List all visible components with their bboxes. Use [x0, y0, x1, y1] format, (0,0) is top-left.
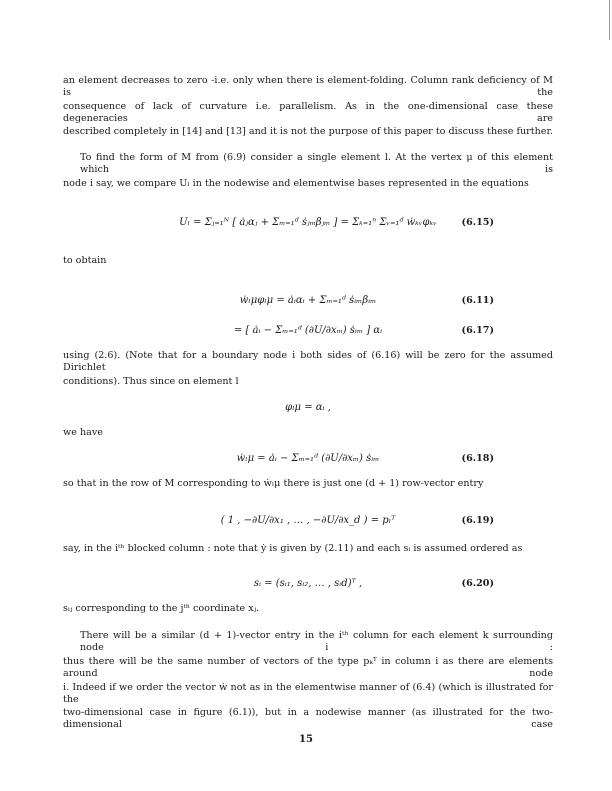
scan-edge-mark — [609, 0, 610, 40]
equation-expression: φₗμ = αᵢ , — [285, 402, 331, 413]
page-number: 15 — [299, 734, 313, 745]
equation-number: (6.18) — [461, 453, 494, 464]
body-text-line: using (2.6). (Note that for a boundary node i both sides of (6.16) will be zero for the assumed Dirichlet — [63, 350, 553, 373]
body-text-line: say, in the iᵗʰ blocked column : note that ẏ is given by (2.11) and each sᵢ is assumed ordered as — [63, 543, 523, 554]
equation-number: (6.17) — [461, 325, 494, 336]
equation-6-17 — [63, 325, 553, 337]
body-text-line: so that in the row of M corresponding to ẇₗμ there is just one (d + 1) row-vector entry — [63, 478, 484, 489]
equation-6-15 — [63, 217, 553, 229]
equation-number: (6.19) — [461, 515, 494, 526]
body-text-line: consequence of lack of curvature i.e. parallelism. As in the one-dimensional case these degeneracies are — [63, 101, 553, 124]
equation-expression: ( 1 , −∂U/∂x₁ , … , −∂U/∂x_d ) = pₗᵀ — [220, 515, 396, 526]
body-text-line: There will be a similar (d + 1)-vector entry in the iᵗʰ column for each element k surrounding node i : — [80, 630, 553, 653]
equation-number: (6.20) — [461, 578, 494, 589]
equation-expression: Uₗ = Σⱼ₌₁ᴺ [ ȧⱼαⱼ + Σₘ₌₁ᵈ ṡⱼₘβⱼₘ ] = Σₖ₌₁ⁿ Σᵥ₌₁ᵈ ẇₖᵥφₖᵥ — [179, 217, 437, 228]
equation-expression: ẇₗμ = ȧᵢ − Σₘ₌₁ᵈ (∂U/∂xₘ) ṡᵢₘ — [236, 453, 380, 464]
equation-6-19 — [63, 515, 553, 527]
body-text-line: conditions). Thus since on element l — [63, 376, 239, 387]
body-text-line: thus there will be the same number of vectors of the type pₖᵀ in column i as there are elements around node — [63, 656, 553, 679]
equation-6-11 — [63, 295, 553, 307]
equation-6-18 — [63, 453, 553, 465]
body-text-line: to obtain — [63, 255, 107, 266]
equation-expression: sᵢ = (sᵢ₁, sᵢ₂, … , sᵢd)ᵀ , — [253, 578, 363, 589]
body-text-line: node i say, we compare Uₗ in the nodewise and elementwise bases represented in the equations — [63, 178, 529, 189]
body-text-line: an element decreases to zero -i.e. only when there is element-folding. Column rank deficiency of M is the — [63, 75, 553, 98]
equation-phi — [63, 402, 553, 414]
body-text-line: To find the form of M from (6.9) consider a single element l. At the vertex μ of this element which is — [80, 152, 553, 175]
body-text-line: i. Indeed if we order the vector ẇ not as in the elementwise manner of (6.4) (which is illustrated for the — [63, 682, 553, 705]
equation-expression: = [ ȧᵢ − Σₘ₌₁ᵈ (∂U/∂xₘ) ṡᵢₘ ] αᵢ — [233, 325, 383, 336]
body-text-line: two-dimensional case in figure (6.1)), but in a nodewise manner (as illustrated for the two-dimensional case — [63, 707, 553, 730]
body-text-line: described completely in [14] and [13] and it is not the purpose of this paper to discuss these further. — [63, 126, 554, 137]
equation-6-20 — [63, 578, 553, 590]
equation-number: (6.15) — [461, 217, 494, 228]
equation-number: (6.11) — [461, 295, 494, 306]
body-text-line: we have — [63, 427, 103, 438]
body-text-line: sᵢⱼ corresponding to the jᵗʰ coordinate xⱼ. — [63, 603, 260, 614]
equation-expression: ẇₗμφₗμ = ȧᵢαᵢ + Σₘ₌₁ᵈ ṡᵢₘβᵢₘ — [239, 295, 377, 306]
